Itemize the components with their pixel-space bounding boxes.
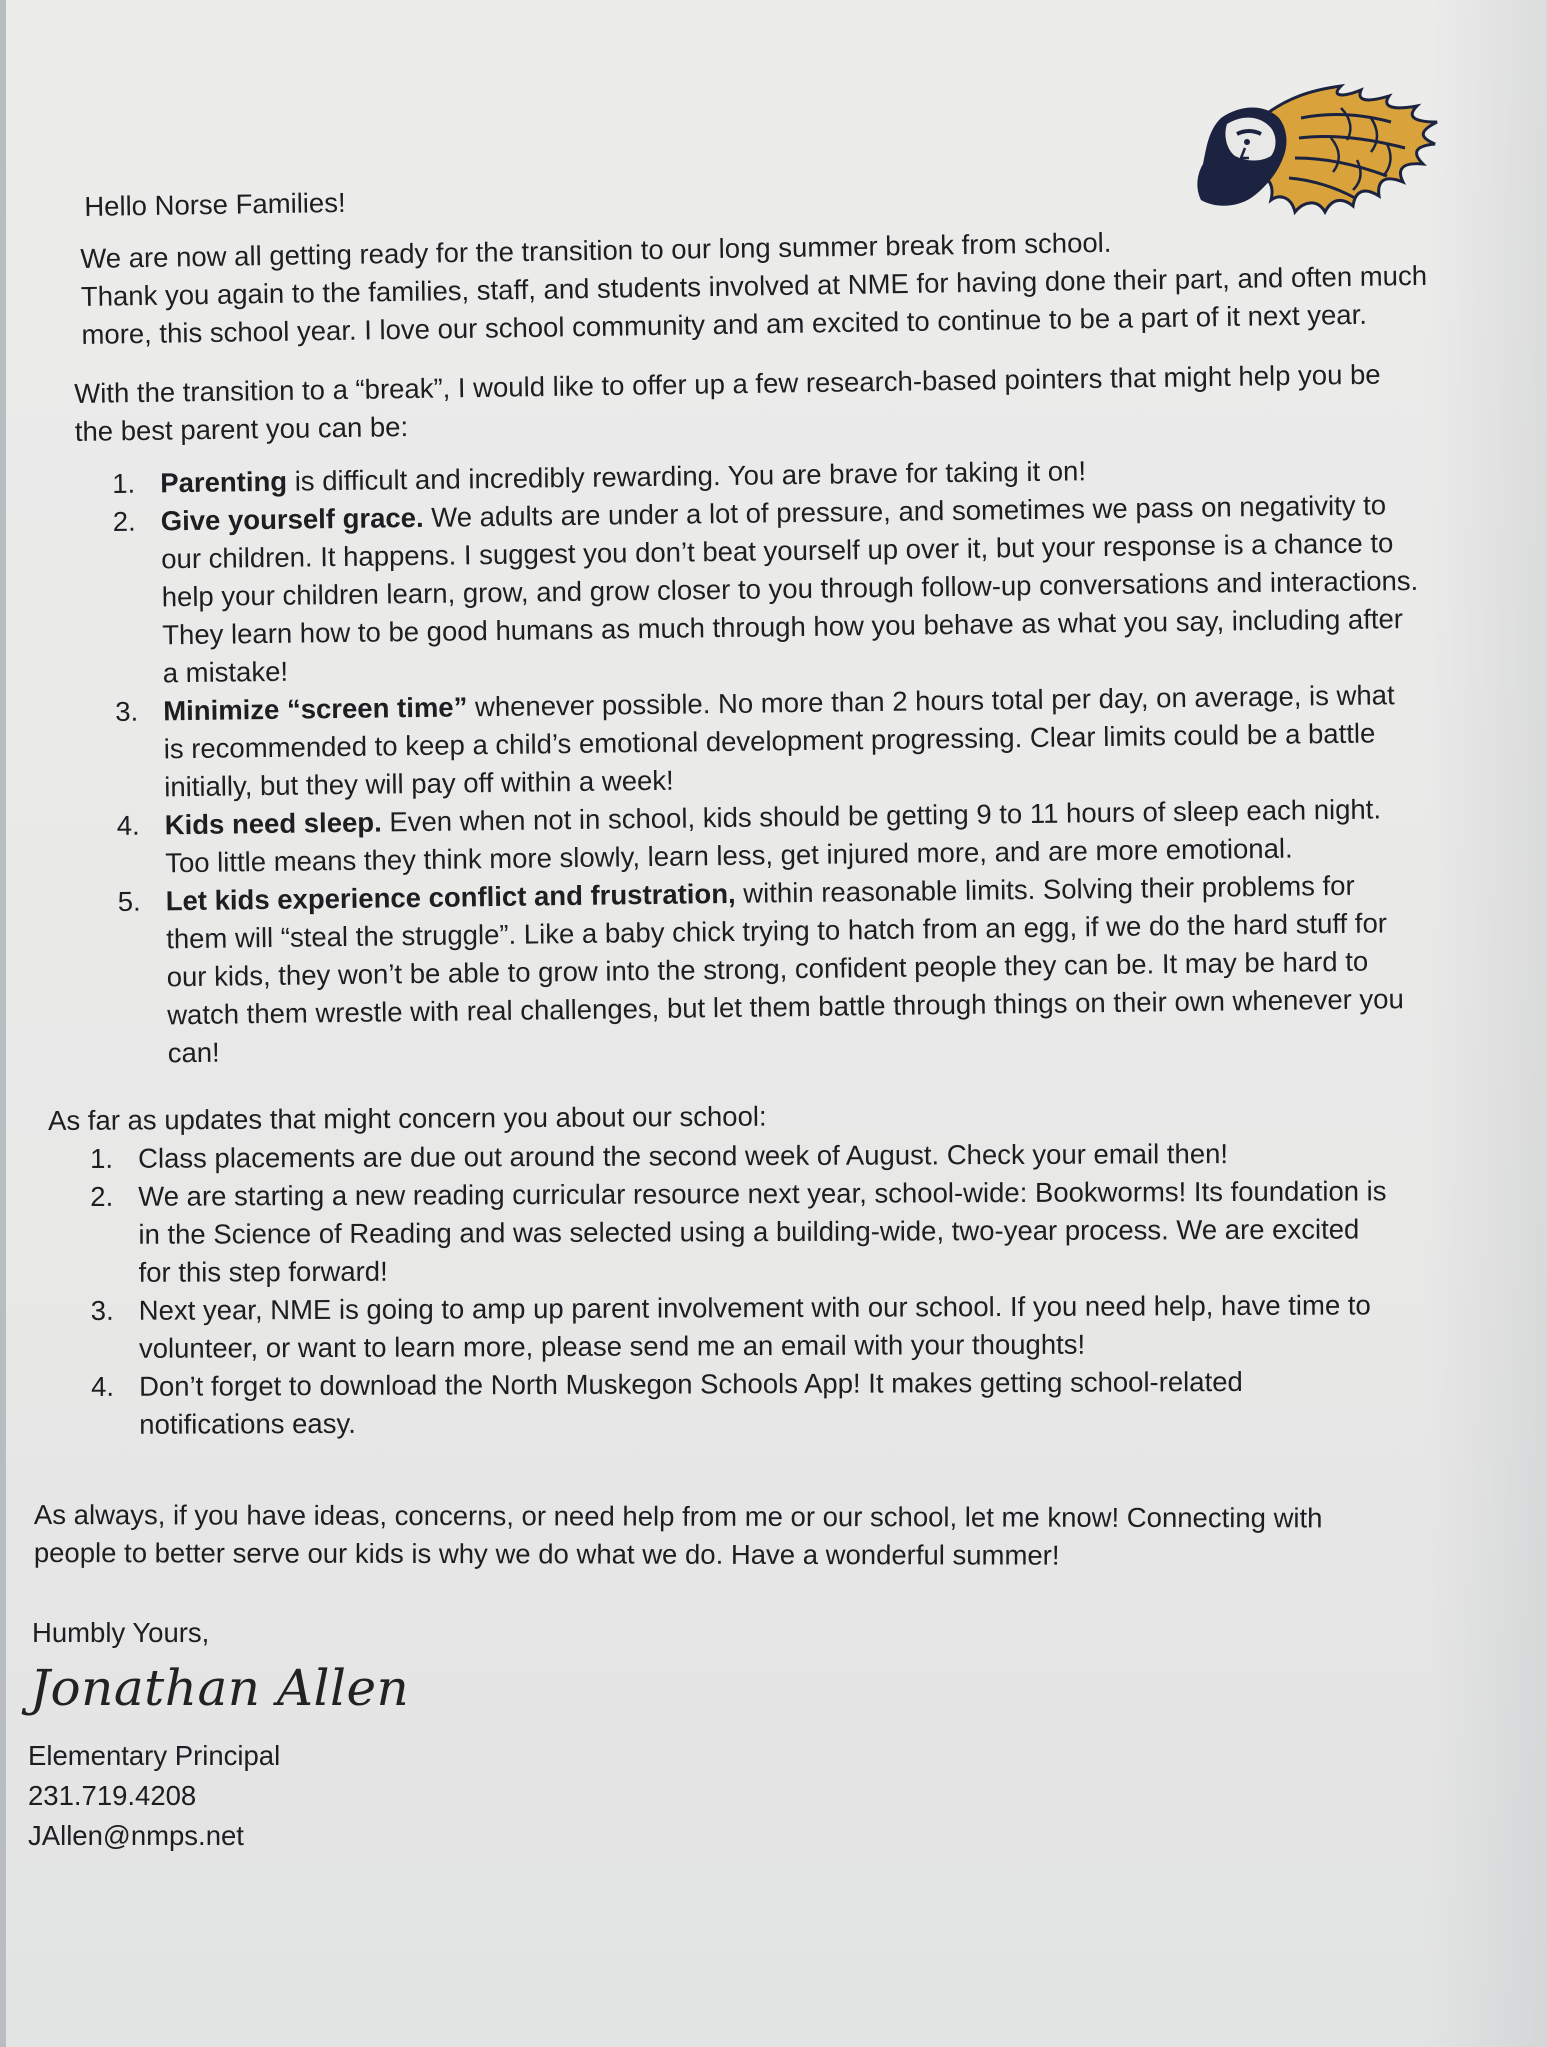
list-item-line: Next year, NME is going to amp up parent involvement with our school. If you need help, have time to [138,1289,1371,1326]
job-title: Elementary Principal [28,1740,281,1771]
list-item [91,1362,1511,1444]
list-item-line: a mistake! [162,655,289,689]
list-item-line: is recommended to keep a child’s emotional development progressing. Clear limits could be a battle [163,717,1376,765]
contact-block [28,1736,280,1856]
signoff: Humbly Yours, [32,1617,210,1648]
list-item-line: initially, but they will pay off within a week! [164,764,674,803]
list-item-line: Too little means they think more slowly, learn less, get injured more, and are more emotional. [165,832,1293,879]
pointer-text: within reasonable limits. Solving their problems for [735,869,1355,909]
list-item-line: our children. It happens. I suggest you don’t beat yourself up over it, but your response is a chance to [161,527,1394,575]
closing-line: people to better serve our kids is why we do what we do. Have a wonderful summer! [33,1536,1060,1571]
list-item-line: Class placements are due out around the second week of August. Check your email then! [138,1138,1229,1174]
list-item [90,1134,1510,1178]
list-number: 2. [112,505,136,537]
pointers-intro-paragraph [74,354,1465,451]
list-number: 2. [90,1180,114,1212]
list-item-line: watch them wrestle with real challenges, but let them battle through things on their own whenever you [166,983,1404,1031]
norse-viking-head-icon [1191,78,1441,233]
pointer-heading: Minimize “screen time” [163,691,468,727]
closing-line: As always, if you have ideas, concerns, or need help from me or our school, let me know! Connecting with [33,1499,1323,1534]
list-item [115,675,1476,807]
pointer-text: Even when not in school, kids should be getting 9 to 11 hours of sleep each night. [381,793,1382,838]
signature: Jonathan Allen [30,1659,410,1717]
intro-paragraph [80,218,1482,354]
list-number: 5. [117,885,141,917]
list-item-line: in the Science of Reading and was selected using a building-wide, two-year process. We are excited [138,1213,1360,1250]
intro-line: We are now all getting ready for the transition to our long summer break from school. [80,226,1112,274]
list-item [117,865,1479,1073]
pointers-intro-line: the best parent you can be: [74,411,409,447]
list-item-line: We are starting a new reading curricular resource next year, school-wide: Bookworms! Its foundation is [138,1175,1387,1212]
list-item [91,1286,1511,1368]
intro-line: Thank you again to the families, staff, and students involved at NME for having done their part, and often much [80,259,1428,312]
list-item-line: them will “steal the struggle”. Like a baby chick trying to hatch from an egg, if we do the hard stuff for [166,907,1388,955]
pointer-heading: Give yourself grace. [160,501,424,537]
pointer-heading: Let kids experience conflict and frustration, [165,877,736,917]
list-item-line: can! [167,1036,220,1069]
list-number: 4. [116,809,140,841]
list-item-line: our kids, they won’t be able to grow into the strong, confident people they can be. It may be hard to [166,945,1369,993]
pointer-text: We adults are under a lot of pressure, and sometimes we pass on negativity to [423,489,1387,533]
parenting-pointers-list [112,447,1480,1073]
email-address: JAllen@nmps.net [28,1820,244,1851]
list-number: 1. [112,467,136,499]
pointers-intro-line: With the transition to a “break”, I would like to offer up a few research-based pointers that might help you be [74,358,1381,409]
list-number: 4. [91,1370,115,1402]
greeting: Hello Norse Families! [84,186,346,222]
list-item-line: notifications easy. [139,1407,356,1440]
list-item-line: for this step forward! [138,1255,388,1288]
pointer-text: whenever possible. No more than 2 hours total per day, on average, is what [467,679,1395,723]
intro-line: more, this school year. I love our school community and am excited to continue to be a part of it next year. [81,298,1368,350]
list-item [90,1172,1510,1292]
list-item-line: Don’t forget to download the North Muskegon Schools App! It makes getting school-related [139,1365,1243,1402]
pointer-text: is difficult and incredibly rewarding. You are brave for taking it on! [286,455,1087,497]
list-number: 3. [90,1294,114,1326]
list-number: 3. [115,695,139,727]
pointer-heading: Parenting [160,465,288,499]
updates-intro: As far as updates that might concern you about our school: [48,1100,767,1136]
list-item-line: volunteer, or want to learn more, please send me an email with your thoughts! [138,1328,1086,1364]
list-item [112,485,1474,693]
list-number: 1. [90,1142,114,1174]
letter-page [6,0,1547,2047]
pointer-heading: Kids need sleep. [164,806,382,841]
phone-number: 231.719.4208 [28,1780,197,1811]
list-item-line: help your children learn, grow, and grow closer to you through follow-up conversations and interactions. [161,564,1419,613]
school-updates-list [90,1134,1511,1444]
closing-paragraph [34,1496,1474,1576]
list-item-line: They learn how to be good humans as much through how you behave as what you say, including after [162,603,1404,651]
